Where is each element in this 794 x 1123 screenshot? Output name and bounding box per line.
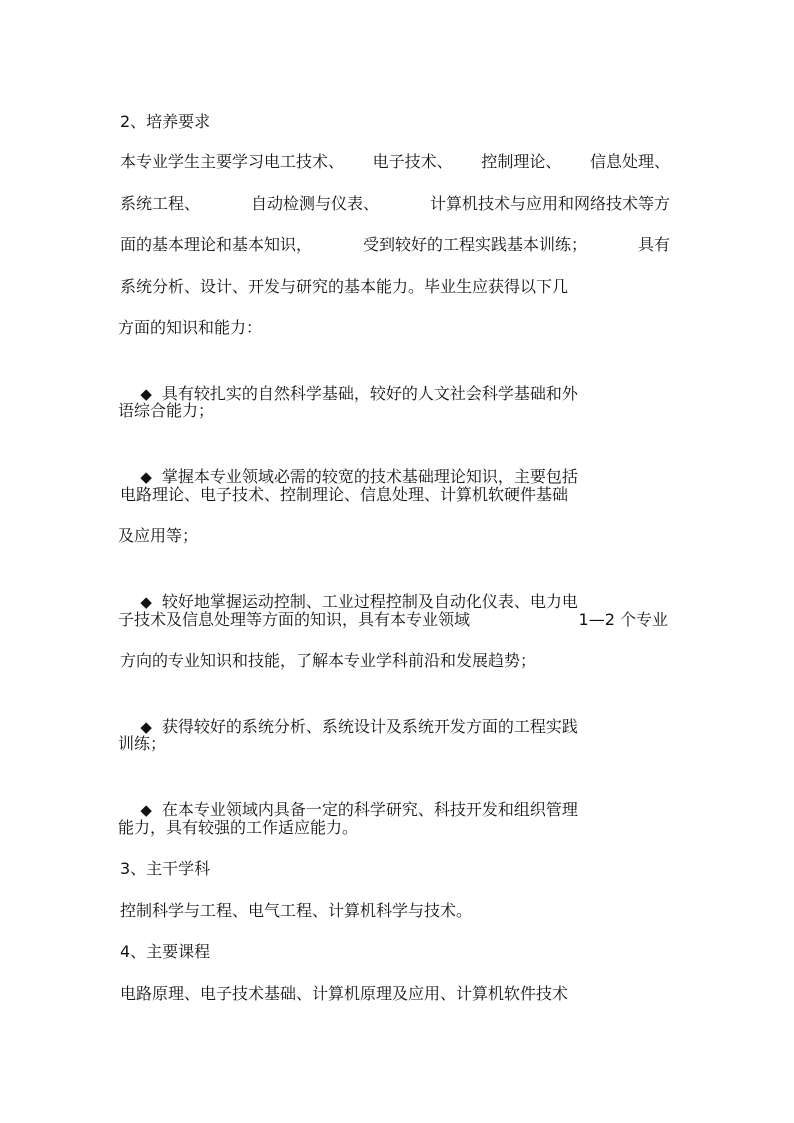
bullet-4-line-1: 获得较好的系统分析、系统设计及系统开发方面的工程实践 xyxy=(161,717,578,736)
bullet-5-line-1: 在本专业领域内具备一定的科学研究、科技开发和组织管理 xyxy=(161,800,578,819)
intro-line-1-part-4: 信息处理、 xyxy=(589,152,670,171)
bullet-2-line-3: 及应用等； xyxy=(118,526,199,545)
intro-line-2-part-3: 计算机技术与应用和网络技术等方 xyxy=(429,194,670,213)
bullet-item-1 xyxy=(120,358,578,403)
intro-line-3-part-2: 受到较好的工程实践基本训练； xyxy=(362,235,587,254)
intro-line-2-part-2: 自动检测与仪表、 xyxy=(250,194,379,213)
bullet-item-3 xyxy=(120,566,578,611)
diamond-bullet-icon: ◆ xyxy=(140,718,152,736)
bullet-3-line-2-part-1: 子技术及信息处理等方面的知识，具有本专业领域 xyxy=(118,610,471,629)
intro-line-1 xyxy=(120,150,670,174)
intro-line-2 xyxy=(120,192,670,216)
section-heading-main-courses: 4、主要课程 xyxy=(120,942,211,961)
intro-line-3 xyxy=(120,233,670,257)
intro-line-3-part-3: 具有 xyxy=(637,235,670,254)
bullet-1-line-2: 语综合能力； xyxy=(118,401,215,420)
bullet-3-line-2-part-2: 1—2 个专业 xyxy=(578,610,668,629)
bullet-item-4 xyxy=(120,691,578,736)
intro-line-4: 系统分析、设计、开发与研究的基本能力。毕业生应获得以下几 xyxy=(120,277,569,296)
section-heading-main-disciplines: 3、主干学科 xyxy=(120,859,211,878)
diamond-bullet-icon: ◆ xyxy=(140,801,152,819)
section-heading-training-requirements: 2、培养要求 xyxy=(120,112,211,131)
intro-line-5: 方面的知识和能力： xyxy=(118,318,263,337)
bullet-2-line-1: 掌握本专业领域必需的较宽的技术基础理论知识，主要包括 xyxy=(161,467,578,486)
intro-line-2-part-1: 系统工程、 xyxy=(120,194,201,213)
diamond-bullet-icon: ◆ xyxy=(140,385,152,403)
bullet-item-2 xyxy=(120,441,578,486)
diamond-bullet-icon: ◆ xyxy=(140,593,152,611)
bullet-5-line-2: 能力，具有较强的工作适应能力。 xyxy=(118,818,359,837)
bullet-3-line-3: 方向的专业知识和技能，了解本专业学科前沿和发展趋势； xyxy=(120,651,537,670)
diamond-bullet-icon: ◆ xyxy=(140,468,152,486)
bullet-3-line-2 xyxy=(118,608,668,632)
bullet-item-5 xyxy=(120,774,578,819)
bullet-3-line-1: 较好地掌握运动控制、工业过程控制及自动化仪表、电力电 xyxy=(161,592,578,611)
intro-line-1-part-2: 电子技术、 xyxy=(372,152,453,171)
intro-line-3-part-1: 面的基本理论和基本知识， xyxy=(120,235,313,254)
intro-line-1-part-3: 控制理论、 xyxy=(481,152,562,171)
bullet-4-line-2: 训练； xyxy=(118,734,167,753)
bullet-1-line-1: 具有较扎实的自然科学基础，较好的人文社会科学基础和外 xyxy=(161,384,578,403)
intro-line-1-part-1: 本专业学生主要学习电工技术、 xyxy=(120,152,345,171)
main-courses-text: 电路原理、电子技术基础、计算机原理及应用、计算机软件技术 xyxy=(120,984,569,1003)
main-disciplines-text: 控制科学与工程、电气工程、计算机科学与技术。 xyxy=(120,901,473,920)
bullet-2-line-2: 电路理论、电子技术、控制理论、信息处理、计算机软硬件基础 xyxy=(120,485,569,504)
